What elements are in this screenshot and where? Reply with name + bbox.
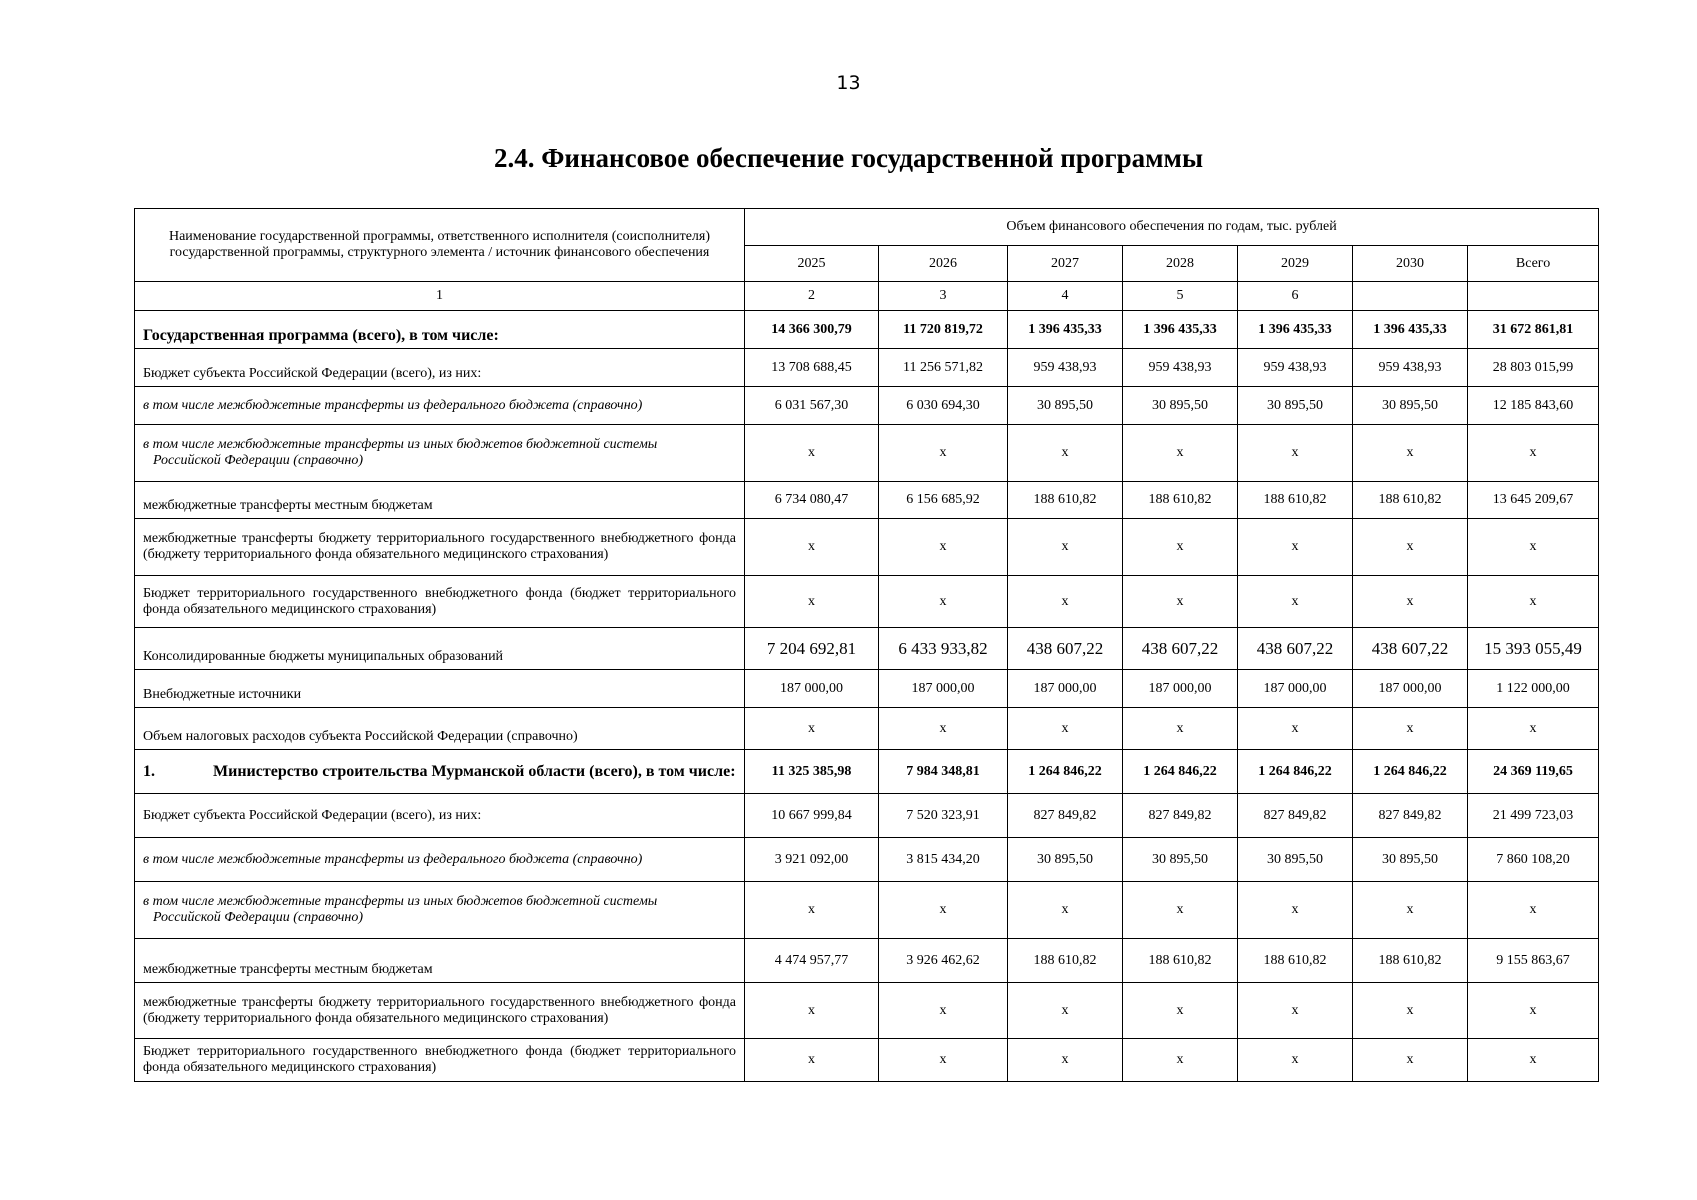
row-name: Государственная программа (всего), в том числе:	[135, 311, 745, 349]
value-cell: 1 264 846,22	[1238, 750, 1353, 794]
value-cell: x	[1008, 708, 1123, 750]
value-cell: 827 849,82	[1353, 794, 1468, 838]
value-cell: 30 895,50	[1123, 387, 1238, 425]
value-cell: x	[1123, 519, 1238, 576]
col-number-cell: 5	[1123, 282, 1238, 311]
value-cell: x	[879, 1039, 1008, 1082]
value-cell: x	[1123, 1039, 1238, 1082]
row-name: Бюджет территориального государственного внебюджетного фонда (бюджет территориального фонда обязательного медицинского страхования)	[135, 576, 745, 628]
value-cell: 3 926 462,62	[879, 939, 1008, 983]
value-cell: 6 031 567,30	[745, 387, 879, 425]
year-cell: 2026	[879, 246, 1008, 282]
col-number-cell	[1468, 282, 1599, 311]
value-cell: x	[745, 425, 879, 482]
value-cell: x	[879, 983, 1008, 1039]
value-cell: x	[745, 576, 879, 628]
year-cell: 2028	[1123, 246, 1238, 282]
col-number-cell	[1353, 282, 1468, 311]
value-cell: 12 185 843,60	[1468, 387, 1599, 425]
value-cell: 7 204 692,81	[745, 628, 879, 670]
value-cell: 31 672 861,81	[1468, 311, 1599, 349]
value-cell: x	[1468, 1039, 1599, 1082]
table-row	[135, 311, 1599, 349]
value-cell: 827 849,82	[1123, 794, 1238, 838]
year-cell: 2029	[1238, 246, 1353, 282]
value-cell: x	[879, 576, 1008, 628]
table-row	[135, 425, 1599, 482]
header-name-cell: Наименование государственной программы, ответственного исполнителя (соисполнителя) государственной программы, структурного элемента / источник финансового обеспечения	[135, 209, 745, 282]
row-name-line: Российской Федерации (справочно)	[153, 910, 363, 925]
financing-table	[134, 208, 1599, 1082]
row-name: в том числе межбюджетные трансферты из федерального бюджета (справочно)	[135, 838, 745, 882]
value-cell: x	[1238, 576, 1353, 628]
value-cell: 438 607,22	[1353, 628, 1468, 670]
value-cell: x	[745, 983, 879, 1039]
table-row	[135, 1039, 1599, 1082]
total-header-cell: Всего	[1468, 246, 1599, 282]
row-name: Объем налоговых расходов субъекта Российской Федерации (справочно)	[135, 708, 745, 750]
value-cell: 1 122 000,00	[1468, 670, 1599, 708]
value-cell: x	[1008, 519, 1123, 576]
value-cell: x	[1353, 882, 1468, 939]
table-row	[135, 482, 1599, 519]
value-cell: 11 720 819,72	[879, 311, 1008, 349]
row-name	[135, 750, 745, 794]
value-cell: 959 438,93	[1008, 349, 1123, 387]
value-cell: 21 499 723,03	[1468, 794, 1599, 838]
value-cell: 9 155 863,67	[1468, 939, 1599, 983]
value-cell: 11 325 385,98	[745, 750, 879, 794]
value-cell: 188 610,82	[1353, 939, 1468, 983]
value-cell: x	[1353, 1039, 1468, 1082]
value-cell: x	[1008, 425, 1123, 482]
row-name-line: Российской Федерации (справочно)	[153, 453, 363, 468]
value-cell: 7 860 108,20	[1468, 838, 1599, 882]
value-cell: x	[1353, 576, 1468, 628]
table-row	[135, 983, 1599, 1039]
value-cell: x	[745, 519, 879, 576]
row-name	[135, 425, 745, 482]
value-cell: x	[1123, 576, 1238, 628]
header-volume-cell: Объем финансового обеспечения по годам, тыс. рублей	[745, 209, 1599, 246]
column-numbers-row	[135, 282, 1599, 311]
row-name-text: Министерство строительства Мурманской области (всего), в том числе:	[213, 762, 736, 780]
col-number-cell: 4	[1008, 282, 1123, 311]
value-cell: 1 396 435,33	[1123, 311, 1238, 349]
header-row	[135, 209, 1599, 246]
value-cell: 6 156 685,92	[879, 482, 1008, 519]
value-cell: 1 396 435,33	[1353, 311, 1468, 349]
table-row	[135, 349, 1599, 387]
value-cell: 24 369 119,65	[1468, 750, 1599, 794]
table-row	[135, 708, 1599, 750]
year-cell: 2025	[745, 246, 879, 282]
value-cell: 188 610,82	[1238, 939, 1353, 983]
table-row	[135, 519, 1599, 576]
col-number-cell: 1	[135, 282, 745, 311]
value-cell: 1 264 846,22	[1123, 750, 1238, 794]
value-cell: 188 610,82	[1123, 939, 1238, 983]
value-cell: x	[1123, 708, 1238, 750]
value-cell: x	[1468, 576, 1599, 628]
value-cell: 188 610,82	[1008, 482, 1123, 519]
value-cell: 187 000,00	[1238, 670, 1353, 708]
row-name: Внебюджетные источники	[135, 670, 745, 708]
value-cell: x	[745, 882, 879, 939]
page-title: 2.4. Финансовое обеспечение государственной программы	[493, 143, 1204, 173]
value-cell: 188 610,82	[1008, 939, 1123, 983]
value-cell: x	[1468, 708, 1599, 750]
table-row	[135, 387, 1599, 425]
value-cell: 11 256 571,82	[879, 349, 1008, 387]
value-cell: x	[1238, 882, 1353, 939]
row-name: межбюджетные трансферты бюджету территориального государственного внебюджетного фонда (бюджету территориального фонда обязательного медицинского страхования)	[135, 983, 745, 1039]
row-number: 1.	[143, 762, 155, 780]
value-cell: 187 000,00	[745, 670, 879, 708]
year-cell: 2027	[1008, 246, 1123, 282]
year-cell: 2030	[1353, 246, 1468, 282]
value-cell: 188 610,82	[1238, 482, 1353, 519]
table-row	[135, 628, 1599, 670]
value-cell: 438 607,22	[1008, 628, 1123, 670]
value-cell: x	[745, 1039, 879, 1082]
value-cell: x	[1123, 425, 1238, 482]
value-cell: x	[1468, 519, 1599, 576]
value-cell: 4 474 957,77	[745, 939, 879, 983]
value-cell: 188 610,82	[1123, 482, 1238, 519]
row-name-line: в том числе межбюджетные трансферты из иных бюджетов бюджетной системы	[143, 894, 658, 909]
row-name: межбюджетные трансферты местным бюджетам	[135, 939, 745, 983]
value-cell: 30 895,50	[1353, 838, 1468, 882]
value-cell: 1 396 435,33	[1238, 311, 1353, 349]
value-cell: 1 264 846,22	[1008, 750, 1123, 794]
value-cell: 28 803 015,99	[1468, 349, 1599, 387]
row-name: Бюджет территориального государственного внебюджетного фонда (бюджет территориального фонда обязательного медицинского страхования)	[135, 1039, 745, 1082]
value-cell: 188 610,82	[1353, 482, 1468, 519]
value-cell: 30 895,50	[1123, 838, 1238, 882]
row-name: межбюджетные трансферты бюджету территориального государственного внебюджетного фонда (бюджету территориального фонда обязательного медицинского страхования)	[135, 519, 745, 576]
value-cell: 1 396 435,33	[1008, 311, 1123, 349]
value-cell: x	[879, 425, 1008, 482]
value-cell: x	[1123, 882, 1238, 939]
value-cell: 14 366 300,79	[745, 311, 879, 349]
value-cell: x	[1008, 882, 1123, 939]
table-row	[135, 838, 1599, 882]
row-name: Консолидированные бюджеты муниципальных образований	[135, 628, 745, 670]
table-row	[135, 750, 1599, 794]
value-cell: 30 895,50	[1008, 838, 1123, 882]
value-cell: 13 708 688,45	[745, 349, 879, 387]
value-cell: 827 849,82	[1238, 794, 1353, 838]
table-row	[135, 576, 1599, 628]
value-cell: x	[1468, 425, 1599, 482]
value-cell: x	[1238, 983, 1353, 1039]
value-cell: 6 433 933,82	[879, 628, 1008, 670]
value-cell: 7 984 348,81	[879, 750, 1008, 794]
value-cell: x	[1008, 576, 1123, 628]
value-cell: 1 264 846,22	[1353, 750, 1468, 794]
value-cell: x	[879, 519, 1008, 576]
page-number: 13	[836, 72, 861, 94]
value-cell: 10 667 999,84	[745, 794, 879, 838]
table-row	[135, 882, 1599, 939]
value-cell: x	[1238, 1039, 1353, 1082]
value-cell: 30 895,50	[1008, 387, 1123, 425]
table-row	[135, 939, 1599, 983]
value-cell: x	[1468, 983, 1599, 1039]
value-cell: x	[1353, 425, 1468, 482]
value-cell: x	[745, 708, 879, 750]
value-cell: x	[1123, 983, 1238, 1039]
col-number-cell: 6	[1238, 282, 1353, 311]
row-name-line: в том числе межбюджетные трансферты из иных бюджетов бюджетной системы	[143, 437, 658, 452]
row-name	[135, 882, 745, 939]
row-name: Бюджет субъекта Российской Федерации (всего), из них:	[135, 794, 745, 838]
value-cell: 6 734 080,47	[745, 482, 879, 519]
value-cell: 15 393 055,49	[1468, 628, 1599, 670]
value-cell: 30 895,50	[1238, 838, 1353, 882]
value-cell: 30 895,50	[1238, 387, 1353, 425]
value-cell: 959 438,93	[1123, 349, 1238, 387]
table-row	[135, 670, 1599, 708]
value-cell: x	[1353, 983, 1468, 1039]
value-cell: x	[1238, 708, 1353, 750]
value-cell: 827 849,82	[1008, 794, 1123, 838]
value-cell: 187 000,00	[1353, 670, 1468, 708]
value-cell: 187 000,00	[1008, 670, 1123, 708]
value-cell: x	[879, 708, 1008, 750]
value-cell: x	[1008, 1039, 1123, 1082]
value-cell: 3 921 092,00	[745, 838, 879, 882]
value-cell: x	[1238, 425, 1353, 482]
value-cell: x	[1353, 519, 1468, 576]
value-cell: 959 438,93	[1238, 349, 1353, 387]
value-cell: 438 607,22	[1123, 628, 1238, 670]
value-cell: x	[879, 882, 1008, 939]
value-cell: x	[1238, 519, 1353, 576]
value-cell: 187 000,00	[879, 670, 1008, 708]
value-cell: 7 520 323,91	[879, 794, 1008, 838]
value-cell: 438 607,22	[1238, 628, 1353, 670]
value-cell: x	[1008, 983, 1123, 1039]
row-name: межбюджетные трансферты местным бюджетам	[135, 482, 745, 519]
row-name: в том числе межбюджетные трансферты из федерального бюджета (справочно)	[135, 387, 745, 425]
value-cell: 13 645 209,67	[1468, 482, 1599, 519]
row-name: Бюджет субъекта Российской Федерации (всего), из них:	[135, 349, 745, 387]
value-cell: x	[1353, 708, 1468, 750]
value-cell: 187 000,00	[1123, 670, 1238, 708]
col-number-cell: 2	[745, 282, 879, 311]
value-cell: 959 438,93	[1353, 349, 1468, 387]
col-number-cell: 3	[879, 282, 1008, 311]
value-cell: 30 895,50	[1353, 387, 1468, 425]
table-row	[135, 794, 1599, 838]
value-cell: 3 815 434,20	[879, 838, 1008, 882]
value-cell: 6 030 694,30	[879, 387, 1008, 425]
value-cell: x	[1468, 882, 1599, 939]
